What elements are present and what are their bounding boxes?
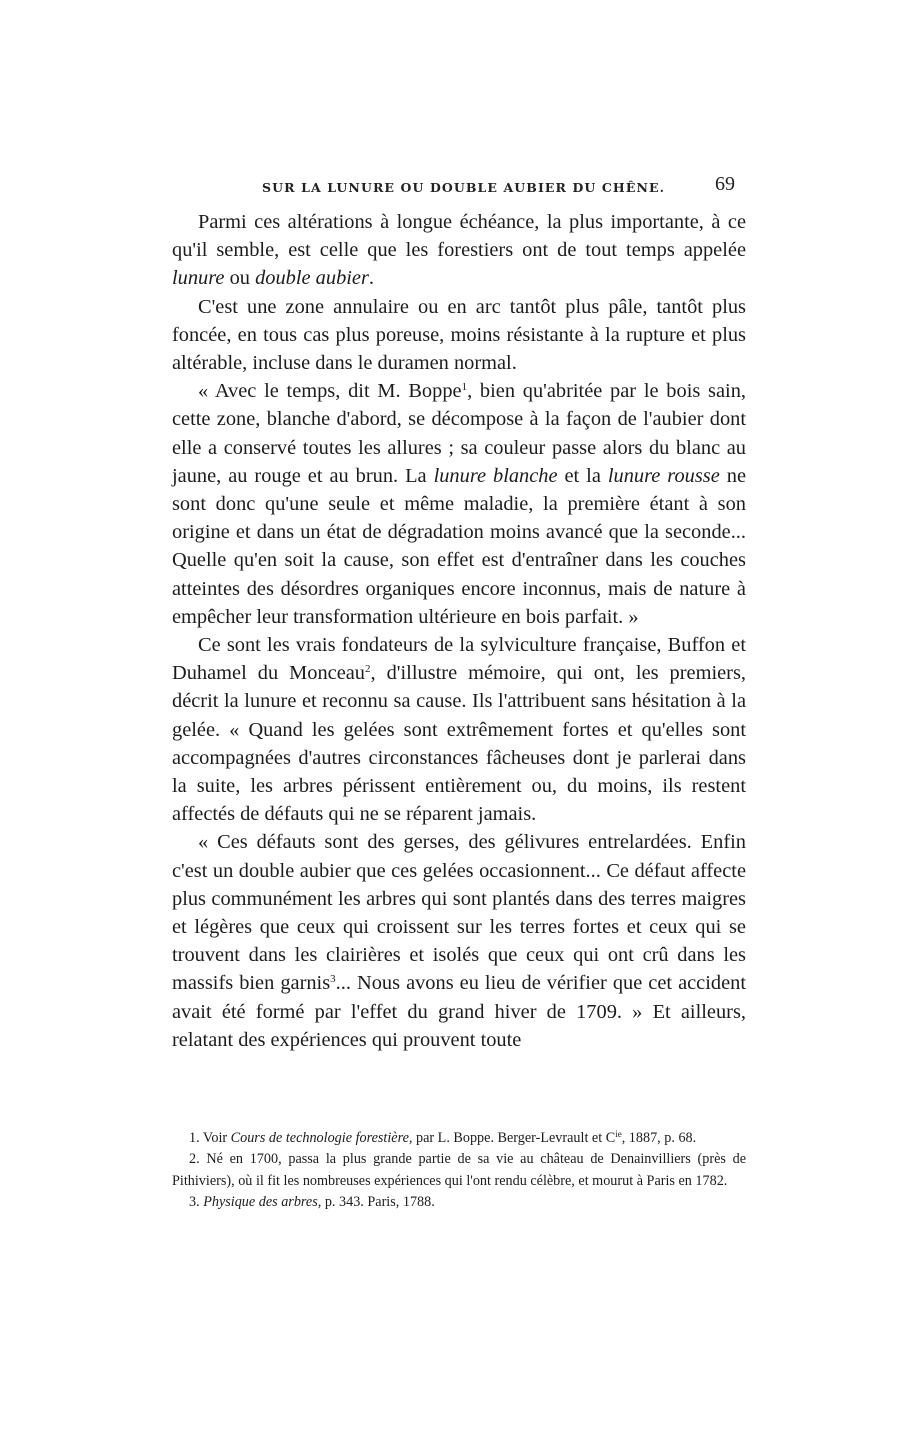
text-run: ne sont donc qu'une seule et même maladie, la première étant à son origine et dans un état de dégradation moins avancé que la seconde... Quelle qu'en soit la cause, son effet est d'entraîner dans les couches atteintes des désordres organiques encore inconnus, mais de nature à empêcher leur transformation ultérieure en bois parfait. » xyxy=(172,464,746,628)
text-run: ou xyxy=(224,267,256,290)
paragraph-2: C'est une zone annulaire ou en arc tantôt plus pâle, tantôt plus foncée, en tous cas plus poreuse, moins résistante à la rupture et plus altérable, incluse dans le duramen normal. xyxy=(172,295,746,375)
text-run: 1. Voir xyxy=(189,1130,231,1146)
italic-term: lunure xyxy=(172,267,225,290)
footnote-1 xyxy=(172,1128,746,1149)
text-run: , d'illustre mémoire, qui ont, les premiers, décrit la lunure et reconnu sa cause. Ils l'attribuent sans hésitation à la gelée. « Quand les gelées sont extrêmement fortes et qu'elles sont accompagnées d'autres circonstances fâcheuses dont je parlerai dans la suite, les arbres périssent entièrement ou, du moins, ils restent affectés de défauts qui ne se réparent jamais. xyxy=(172,662,746,826)
paragraph-5 xyxy=(172,828,746,1054)
paragraph-4 xyxy=(172,631,746,828)
superscript: ie xyxy=(615,1129,622,1139)
text-run: « Ces défauts sont des gerses, des gélivures entrelardées. Enfin c'est un double aubier que ces gelées occasionnent... Ce défaut affecte plus communément les arbres qui sont plantés dans des terres maigres et légères que ceux qui croissent sur les terres fortes et ceux qui se trouvent dans les clairières et isolés que ceux qui ont crû dans les massifs bien garnis xyxy=(172,831,746,995)
paragraph-1 xyxy=(172,208,746,293)
italic-term: double aubier xyxy=(255,267,369,290)
footnotes xyxy=(172,1128,746,1214)
footnote-ref-1: 1 xyxy=(461,381,468,394)
italic-title: Physique des arbres, xyxy=(203,1194,322,1211)
text-run: . xyxy=(368,267,375,290)
paragraph-3 xyxy=(172,377,746,631)
footnote-ref-3: 3 xyxy=(330,973,336,986)
page-number: 69 xyxy=(715,173,735,195)
italic-term: lunure blanche xyxy=(433,464,558,487)
footnote-ref-2: 2 xyxy=(365,663,371,676)
text-run: , bien qu'abritée par le bois sain, cette zone, blanche d'abord, se décompose à la façon de l'aubier dont elle a conservé toutes les allures ; sa couleur passe alors du blanc au jaune, au rouge et au brun. La xyxy=(172,380,746,487)
text-run: , 1887, p. 68. xyxy=(621,1130,697,1146)
running-head: SUR LA LUNURE OU DOUBLE AUBIER DU CHÊNE. xyxy=(262,180,666,195)
text-run: 3. xyxy=(189,1194,204,1211)
italic-term: lunure rousse xyxy=(607,464,720,487)
text-run: par L. Boppe. Berger-Levrault et C xyxy=(412,1130,616,1146)
footnote-2: 2. Né en 1700, passa la plus grande partie de sa vie au château de Denainvilliers (près de Pithiviers), où il fit les nombreuses expériences qui l'ont rendu célèbre, et mourut à Paris en 1782. xyxy=(172,1151,746,1189)
text-run: Parmi ces altérations à longue échéance, la plus importante, à ce qu'il semble, est celle que les forestiers ont de tout temps appelée xyxy=(172,211,746,262)
text-run: Ce sont les vrais fondateurs de la sylviculture française, Buffon et Duhamel du Monceau xyxy=(172,634,746,685)
body-text xyxy=(172,208,746,1054)
italic-title: Cours de technologie forestière, xyxy=(230,1130,413,1146)
text-run: p. 343. Paris, 1788. xyxy=(321,1194,435,1211)
text-run: « Avec le temps, dit M. Boppe xyxy=(198,380,462,403)
text-run: et la xyxy=(557,464,608,487)
footnote-3 xyxy=(172,1192,746,1213)
text-run: ... Nous avons eu lieu de vérifier que cet accident avait été formé par l'effet du grand hiver de 1709. » Et ailleurs, relatant des expériences qui prouvent toute xyxy=(172,972,746,1051)
